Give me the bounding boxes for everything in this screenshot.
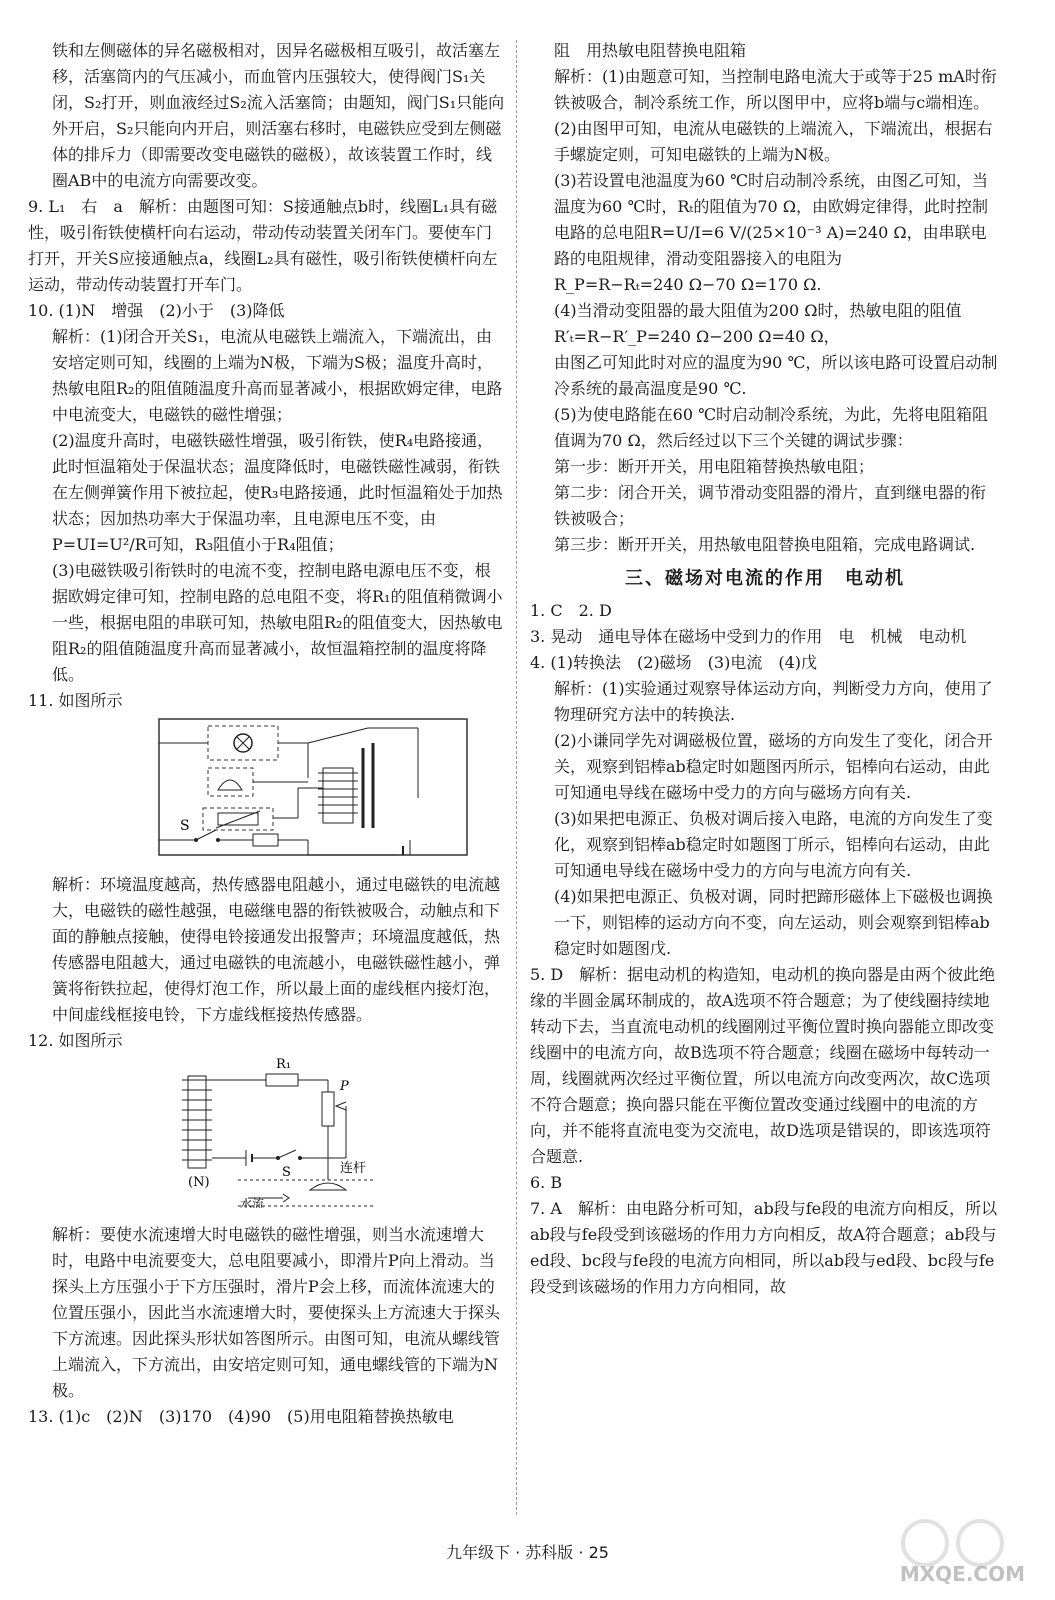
fig12-figure (28, 1058, 506, 1216)
resistor-r1 (266, 1074, 298, 1086)
text-paragraph: 10. (1)N 增强 (2)小于 (3)降低 (28, 301, 285, 320)
text-paragraph: 第三步：断开开关，用热敏电阻替换电阻箱，完成电路调试. (554, 535, 976, 554)
text-paragraph: 6. B (530, 1173, 563, 1192)
bell-icon (218, 780, 242, 790)
text-paragraph: 4. (1)转换法 (2)磁场 (3)电流 (4)戊 (530, 653, 818, 672)
text-paragraph: (3)若设置电池温度为60 ℃时启动制冷系统，由图乙可知，当温度为60 ℃时，Rₜ的阻值为70 Ω，由欧姆定律得，此时控制电路的总电阻R=U/I=6 V/(25×10⁻³ A)=240 Ω，由串联电路的电阻规律，滑动变阻器接入的电阻为 (554, 171, 989, 268)
rheostat (322, 1092, 334, 1126)
text-paragraph: 13. (1)c (2)N (3)170 (4)90 (5)用电阻箱替换热敏电 (28, 1407, 454, 1426)
text-paragraph: 铁和左侧磁体的异名磁极相对，因异名磁极相互吸引，故活塞左移，活塞筒内的气压减小，而血管内压强较大，使得阀门S₁关闭，S₂打开，则血液经过S₂流入活塞筒；由题知，阀门S₁只能向外开启，S₂只能向内开启，则活塞右移时，电磁铁应受到左侧磁体的排斥力（即需要改变电磁铁的磁极），故该装置工作时，线圈AB中的电流方向需要改变。 (52, 41, 505, 190)
text-paragraph: 3. 晃动 通电导体在磁场中受到力的作用 电 机械 电动机 (530, 627, 967, 646)
column-divider (516, 40, 517, 1515)
section-heading: 三、磁场对电流的作用 电动机 (625, 568, 905, 589)
rod-label: 连杆 (340, 1161, 367, 1176)
text-paragraph: 1. C 2. D (530, 601, 612, 620)
water-flow-label: 水流 (240, 1197, 265, 1208)
text-paragraph: 解析：要使水流速增大时电磁铁的磁性增强，则当水流速增大时，电路中电流要变大，总电阻要减小，即滑片P向上滑动。当探头上方压强小于下方压强时，滑片P会上移，而流体流速大的位置压强小，因此当水流速增大时，要使探头上方流速大于探头下方流速。因此探头形状如答图所示。由图可知，电流从螺线管上端流入，下方流出，由安培定则可知，通电螺线管的下端为N极。 (52, 1225, 501, 1400)
text-paragraph: (2)温度升高时，电磁铁磁性增强，吸引衔铁，使R₄电路接通，此时恒温箱处于保温状态；温度降低时，电磁铁磁性减弱，衔铁在左侧弹簧作用下被拉起，使R₃电路接通，此时恒温箱处于加热状态；因加热功率大于保温功率，且电源电压不变，由P=UI=U²/R可知，R₃阻值小于R₄阻值； (52, 431, 503, 554)
text-paragraph: 12. 如图所示 (28, 1031, 123, 1050)
text-paragraph: 第二步：闭合开关，调节滑动变阻器的滑片，直到继电器的衔铁被吸合； (554, 483, 987, 528)
circuit-diagram-q11 (158, 718, 468, 858)
fig11-figure (28, 718, 506, 866)
text-paragraph: (3)如果把电源正、负极对调后接入电路，电流的方向发生了变化，观察到铝棒ab稳定时如题图丁所示，铝棒向右运动，由此可知通电导线在磁场中受力的方向与电流方向有关. (554, 809, 993, 880)
text-paragraph: 7. A 解析：由电路分析可知，ab段与fe段的电流方向相反，所以ab段与fe段受到该磁场的作用力方向相反，故A符合题意；ab段与ed段、bc段与fe段的电流方向相同，所以ab段与ed段、bc段与fe段受到该磁场的作用力方向相同，故 (530, 1199, 998, 1296)
text-paragraph: 阻 用热敏电阻替换电阻箱 (554, 41, 747, 60)
text-paragraph: (4)如果把电源正、负极对调，同时把蹄形磁体上下磁极也调换一下，则铝棒的运动方向不变，向左运动，则会观察到铝棒ab稳定时如题图戊. (554, 887, 993, 958)
text-paragraph: 11. 如图所示 (28, 691, 123, 710)
text-paragraph: (4)当滑动变阻器的最大阻值为200 Ω时，热敏电阻的阻值 (554, 301, 962, 320)
text-paragraph: 第一步：断开开关，用电阻箱替换热敏电阻； (554, 457, 875, 476)
pole-label: (N) (188, 1175, 210, 1190)
watermark-text: MXQE.COM (899, 1562, 1025, 1586)
text-paragraph: R_P=R−Rₜ=240 Ω−70 Ω=170 Ω. (554, 275, 822, 294)
text-paragraph: (5)为使电路能在60 ℃时启动制冷系统，为此，先将电阻箱阻值调为70 Ω，然后经过以下三个关键的调试步骤： (554, 405, 989, 450)
switch-label: S (282, 1165, 291, 1180)
text-paragraph: 9. L₁ 右 a 解析：由题图可知：S接通触点b时，线圈L₁具有磁性，吸引衔铁使横杆向右运动，带动传动装置关闭车门。要使车门打开，开关S应接通触点a，线圈L₂具有磁性，吸引衔铁使横杆向左运动，带动传动装置打开车门。 (28, 197, 498, 294)
text-paragraph: R′ₜ=R−R′_P=240 Ω−200 Ω=40 Ω， (554, 327, 840, 346)
electromagnet-core (323, 768, 353, 823)
text-paragraph: (2)由图甲可知，电流从电磁铁的上端流入，下端流出，根据右手螺旋定则，可知电磁铁的上端为N极。 (554, 119, 993, 164)
r1-label: R₁ (276, 1058, 291, 1072)
circuit-diagram-q12 (178, 1058, 378, 1208)
probe-icon (310, 1183, 346, 1190)
switch-label: S (180, 818, 190, 834)
text-paragraph: 解析：环境温度越高，热传感器电阻越小，通过电磁铁的电流越大，电磁铁的磁性越强，电磁继电器的衔铁被吸合，动触点和下面的静触点接触，使得电铃接通发出报警声；环境温度越低，热传感器电阻越大，通过电磁铁的电流越小，电磁铁磁性越小，弹簧将衔铁拉起，使得灯泡工作，所以最上面的虚线框内接灯泡，中间虚线框接电铃，下方虚线框接热传感器。 (52, 875, 501, 1024)
text-paragraph: (2)小谦同学先对调磁极位置，磁场的方向发生了变化，闭合开关，观察到铝棒ab稳定时如题图丙所示，铝棒向右运动，由此可知通电导线在磁场中受力的方向与磁场方向有关. (554, 731, 993, 802)
right-column (530, 38, 1000, 1300)
page-footer: 九年级下 · 苏科版 · 25 (446, 1543, 609, 1562)
slider-label: P (340, 1079, 349, 1094)
text-paragraph: (3)电磁铁吸引衔铁时的电流不变，控制电路电源电压不变，根据欧姆定律可知，控制电路的总电阻不变，将R₁的阻值稍微调小一些，根据电阻的串联可知，热敏电阻R₂的阻值变大，因热敏电阻R₂的阻值随温度升高而显著减小，故恒温箱控制的温度将降低。 (52, 561, 503, 684)
text-paragraph: 5. D 解析：据电动机的构造知，电动机的换向器是由两个彼此绝缘的半圆金属环制成的，故A选项不符合题意；为了使线圈持续地转动下去，当直流电动机的线圈刚过平衡位置时换向器能立即改变线圈中的电流方向，故B选项不符合题意；线圈在磁场中每转动一周，线圈就两次经过平衡位置，所以电流方向改变两次，故C选项不符合题意；换向器只能在平衡位置改变通过线圈中的电流的方向，并不能将直流电变为交流电，故D选项是错误的，即该选项符合题意. (530, 965, 996, 1166)
text-paragraph: 解析：(1)实验通过观察导体运动方向，判断受力方向，使用了物理研究方法中的转换法. (554, 679, 993, 724)
text-paragraph: 解析：(1)由题意可知，当控制电路电流大于或等于25 mA时衔铁被吸合，制冷系统工作，所以图甲中，应将b端与c端相连。 (554, 67, 997, 112)
text-paragraph: 由图乙可知此时对应的温度为90 ℃，所以该电路可设置启动制冷系统的最高温度是90 ℃. (554, 353, 998, 398)
text-paragraph: 解析：(1)闭合开关S₁，电流从电磁铁上端流入，下端流出，由安培定则可知，线圈的上端为N极，下端为S极；温度升高时，热敏电阻R₂的阻值随温度升高而显著减小，根据欧姆定律，电路中电流变大，电磁铁的磁性增强； (52, 327, 503, 424)
left-column (28, 38, 506, 1430)
